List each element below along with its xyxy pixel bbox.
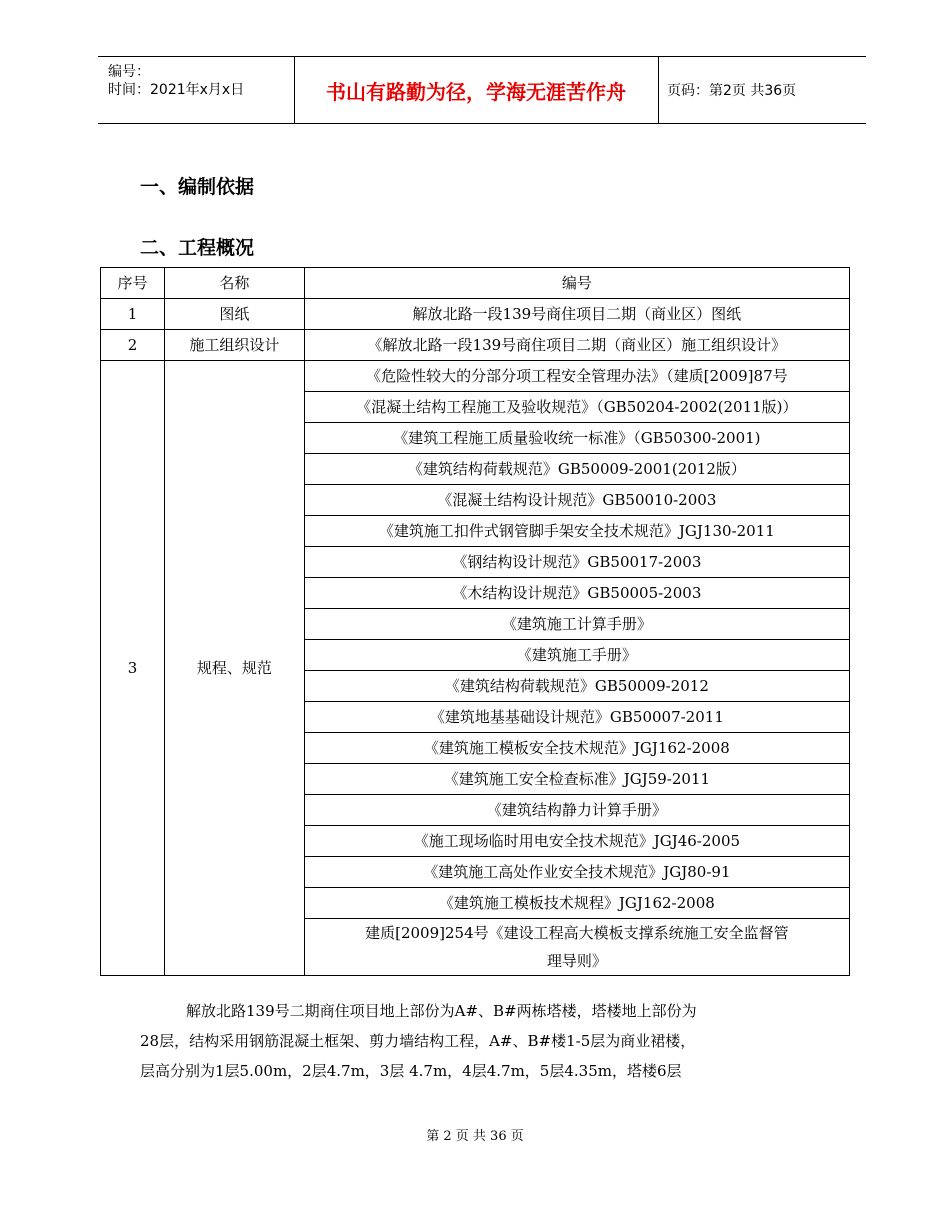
- table-row: [101, 361, 850, 392]
- cell-code: [304, 919, 849, 976]
- cell-code: 《建筑结构荷载规范》GB50009-2001(2012版）: [304, 454, 849, 485]
- cell-code-line: 建质[2009]254号《建设工程高大模板支撑系统施工安全监督管: [365, 924, 789, 942]
- column-header-code: 编号: [304, 268, 849, 299]
- cell-code: 《建筑地基基础设计规范》GB50007-2011: [304, 702, 849, 733]
- cell-code: 《建筑结构荷载规范》GB50009-2012: [304, 671, 849, 702]
- header-page-info: 页码：第2页 共36页: [667, 83, 797, 99]
- cell-code: 《建筑施工模板安全技术规范》JGJ162-2008: [304, 733, 849, 764]
- cell-code-line: 理导则》: [546, 952, 607, 970]
- overview-paragraph: [140, 996, 830, 1086]
- cell-code: 《施工现场临时用电安全技术规范》JGJ46-2005: [304, 826, 849, 857]
- cell-code: 《建筑施工安全检查标准》JGJ59-2011: [304, 764, 849, 795]
- cell-code: 《危险性较大的分部分项工程安全管理办法》（建质[2009]87号: [304, 361, 849, 392]
- header-motto: 书山有路勤为径，学海无涯苦作舟: [294, 57, 659, 123]
- cell-code: 《混凝土结构设计规范》GB50010-2003: [304, 485, 849, 516]
- paragraph-line: 层高分别为1层5.00m，2层4.7m，3层 4.7m，4层4.7m，5层4.35m，塔楼6层: [140, 1062, 682, 1080]
- column-header-name: 名称: [164, 268, 304, 299]
- cell-code: 《混凝土结构工程施工及验收规范》（GB50204-2002(2011版)）: [304, 392, 849, 423]
- cell-code: 《木结构设计规范》GB50005-2003: [304, 578, 849, 609]
- page-footer: 第 2 页 共 36 页: [426, 1129, 524, 1144]
- time-label: 时间：2021年x月x日: [108, 82, 245, 98]
- paragraph-text: 解放北路139号二期商住项目地上部份为A#、B#两栋塔楼，塔楼地上部份为: [186, 1002, 697, 1020]
- cell-code: 《建筑施工扣件式钢管脚手架安全技术规范》JGJ130-2011: [304, 516, 849, 547]
- cell-code: 《建筑施工模板技术规程》JGJ162-2008: [304, 888, 849, 919]
- cell-code: 解放北路一段139号商住项目二期（商业区）图纸: [304, 299, 849, 330]
- table-row: [101, 330, 850, 361]
- cell-name: 施工组织设计: [164, 330, 304, 361]
- basis-table: [100, 267, 850, 976]
- cell-no: 1: [101, 299, 165, 330]
- paragraph-line: 28层，结构采用钢筋混凝土框架、剪力墙结构工程，A#、B#楼1-5层为商业裙楼，: [140, 1032, 696, 1050]
- page-header: [98, 56, 866, 124]
- column-header-no: 序号: [101, 268, 165, 299]
- table-row: [101, 299, 850, 330]
- cell-code: 《建筑施工手册》: [304, 640, 849, 671]
- cell-no: 3: [101, 361, 165, 976]
- section-heading-overview: 二、工程概况: [140, 237, 255, 259]
- section-heading-basis: 一、编制依据: [140, 176, 255, 198]
- cell-code: 《建筑施工计算手册》: [304, 609, 849, 640]
- number-label: 编号：: [108, 64, 150, 80]
- cell-name: 规程、规范: [164, 361, 304, 976]
- cell-name: 图纸: [164, 299, 304, 330]
- cell-code: 《建筑工程施工质量验收统一标准》（GB50300-2001): [304, 423, 849, 454]
- cell-code: 《钢结构设计规范》GB50017-2003: [304, 547, 849, 578]
- cell-code: 《建筑施工高处作业安全技术规范》JGJ80-91: [304, 857, 849, 888]
- cell-code: 《解放北路一段139号商住项目二期（商业区）施工组织设计》: [304, 330, 849, 361]
- cell-code: 《建筑结构静力计算手册》: [304, 795, 849, 826]
- table-header-row: [101, 268, 850, 299]
- header-meta: [98, 57, 295, 123]
- paragraph-line: [140, 996, 830, 1026]
- cell-no: 2: [101, 330, 165, 361]
